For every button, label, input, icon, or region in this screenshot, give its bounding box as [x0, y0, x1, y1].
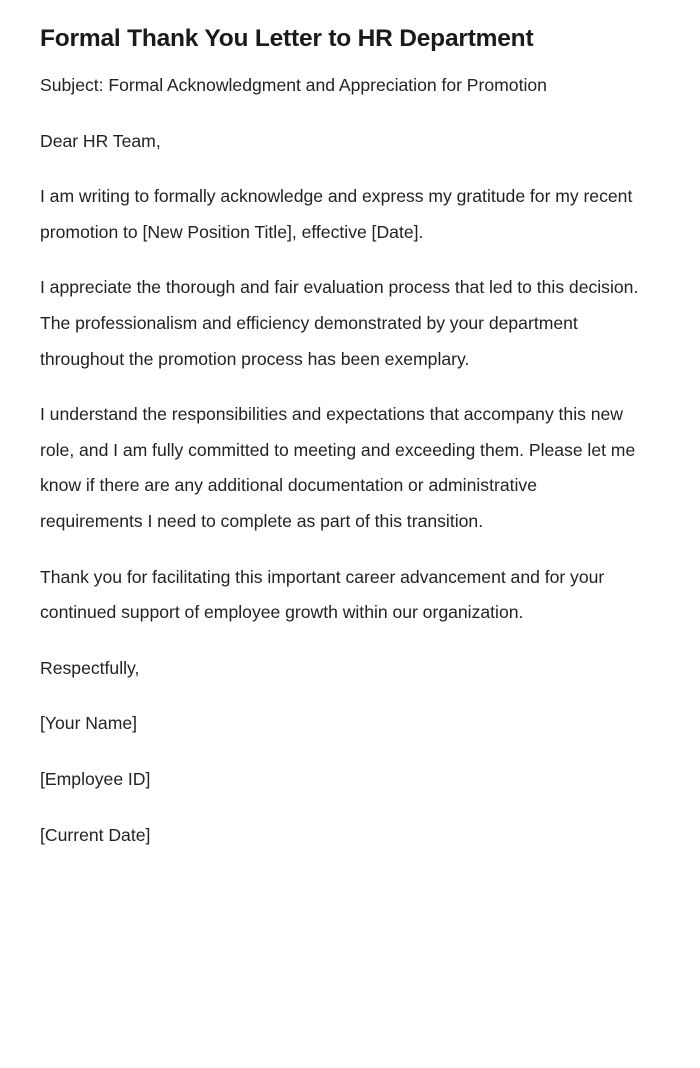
paragraph-closing: Respectfully, [40, 657, 140, 678]
paragraph-appreciation: I appreciate the thorough and fair evaluation process that led to this decision. The professionalism and efficiency demonstrated by your department throughout the promotion process has been exemplary. [40, 277, 639, 369]
paragraph-thanks: Thank you for facilitating this important career advancement and for your continued support of employee growth within our organization. [40, 566, 605, 623]
page-title: Formal Thank You Letter to HR Department [40, 25, 534, 52]
paragraph-salutation: Dear HR Team, [40, 130, 161, 151]
signature-employee-id: [Employee ID] [40, 768, 151, 789]
signature-name: [Your Name] [40, 713, 138, 734]
paragraph-opening: I am writing to formally acknowledge and express my gratitude for my recent promotion to [New Position Title], effective [Date]. [40, 186, 633, 242]
letter-body [40, 68, 640, 853]
signature-date: [Current Date] [40, 824, 151, 845]
paragraph-subject: Subject: Formal Acknowledgment and Appreciation for Promotion [40, 75, 547, 95]
paragraph-commitment: I understand the responsibilities and expectations that accompany this new role, and I am fully committed to meeting and exceeding them. Please let me know if there are any additional documentation or administrative requirements I need to complete as part of this transition. [40, 404, 636, 531]
